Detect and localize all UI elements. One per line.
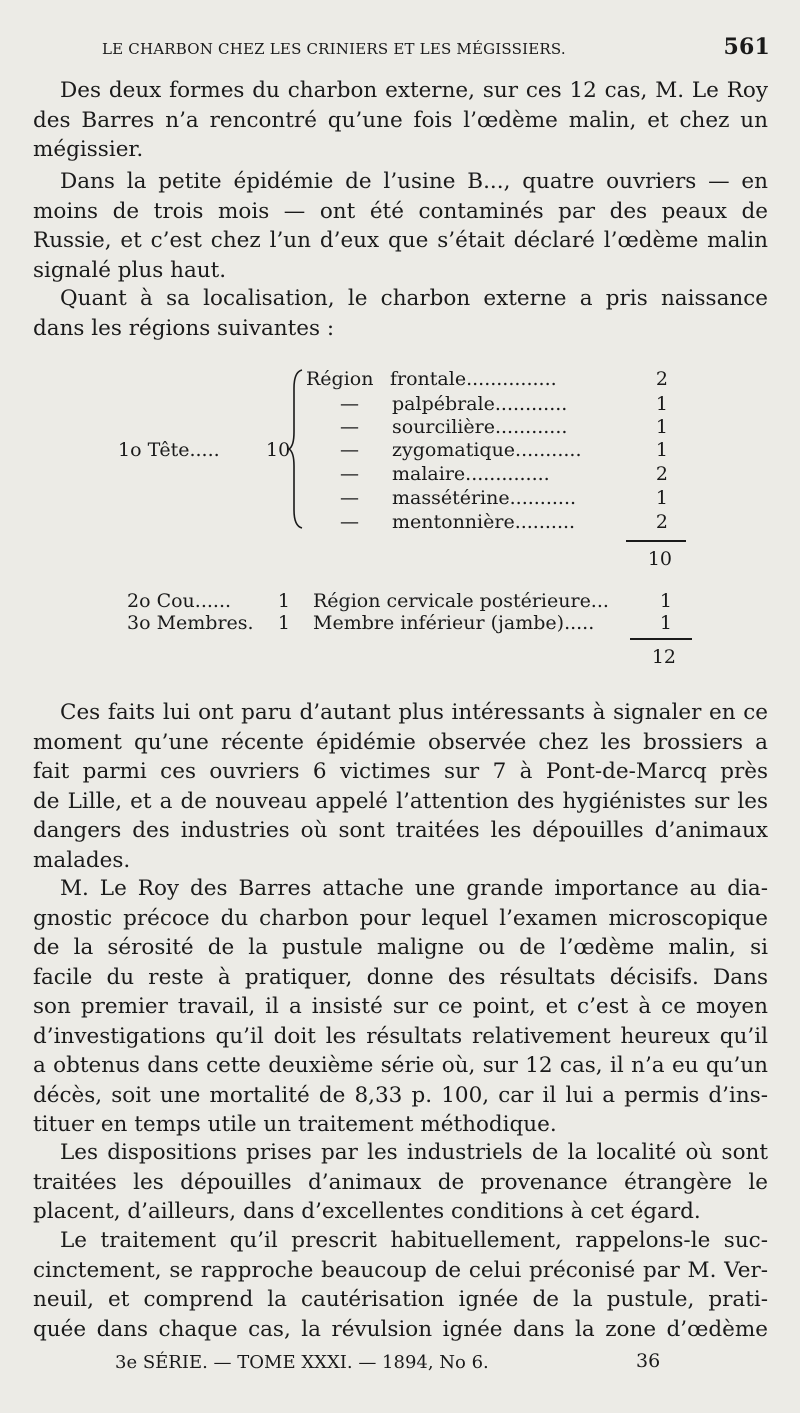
row-prefix: Région bbox=[306, 368, 374, 390]
row-value: 1 bbox=[655, 439, 668, 461]
text-line: dans les régions suivantes : bbox=[33, 315, 335, 341]
row-value: 2 bbox=[655, 463, 668, 485]
text-line: a obtenus dans cette deuxième série où, sur 12 cas, il n’a eu qu’un bbox=[33, 1053, 768, 1078]
row-region: frontale............... bbox=[390, 368, 557, 390]
signature-mark: 36 bbox=[636, 1350, 661, 1372]
row-value: 1 bbox=[655, 393, 668, 415]
text-line: moins de trois mois — ont été contaminés par des peaux de bbox=[33, 198, 768, 224]
head-count: 10 bbox=[266, 439, 291, 461]
head-label: 1o Tête..... bbox=[118, 439, 220, 461]
row-prefix: — bbox=[340, 393, 359, 415]
row-value: 1 bbox=[659, 590, 672, 612]
text-line: décès, soit une mortalité de 8,33 p. 100, car il lui a permis d’ins- bbox=[33, 1082, 768, 1108]
text-line: placent, d’ailleurs, dans d’excellentes conditions à cet égard. bbox=[33, 1199, 701, 1224]
row-label: 3o Membres. bbox=[127, 612, 254, 634]
text-line: traitées les dépouilles d’animaux de provenance étrangère le bbox=[33, 1169, 768, 1195]
row-value: 1 bbox=[655, 487, 668, 509]
row-label: 2o Cou...... bbox=[127, 590, 232, 612]
subtotal-rule bbox=[626, 540, 686, 542]
row-prefix: — bbox=[340, 463, 359, 485]
text-line: Le traitement qu’il prescrit habituellement, rappelons-le suc- bbox=[60, 1228, 768, 1253]
row-prefix: — bbox=[340, 487, 359, 509]
paragraph-4 bbox=[33, 698, 768, 875]
running-title: LE CHARBON CHEZ LES CRINIERS ET LES MÉGISSIERS. bbox=[102, 40, 566, 58]
text-line: malades. bbox=[33, 847, 131, 873]
text-line: M. Le Roy des Barres attache une grande importance au dia- bbox=[60, 876, 768, 901]
text-line: mégissier. bbox=[33, 137, 144, 162]
row-prefix: — bbox=[340, 439, 359, 461]
total-rule bbox=[630, 638, 692, 640]
text-line: Les dispositions prises par les industriels de la localité où sont bbox=[60, 1140, 768, 1165]
row-value: 2 bbox=[655, 368, 668, 390]
row-region: mentonnière.......... bbox=[392, 511, 576, 533]
text-line: facile du reste à pratiquer, donne des résultats décisifs. Dans bbox=[33, 964, 768, 990]
text-line: Quant à sa localisation, le charbon externe a pris naissance bbox=[60, 286, 768, 311]
page-number: 561 bbox=[723, 34, 770, 60]
row-count: 1 bbox=[277, 590, 290, 612]
head-total: 10 bbox=[647, 548, 672, 570]
row-region: Membre inférieur (jambe)..... bbox=[313, 612, 595, 634]
text-line: tituer en temps utile un traitement méthodique. bbox=[33, 1112, 557, 1137]
grand-total: 12 bbox=[651, 646, 676, 668]
row-region: zygomatique........... bbox=[392, 439, 582, 461]
row-prefix: — bbox=[340, 511, 359, 533]
row-prefix: — bbox=[340, 416, 359, 438]
page-footer bbox=[0, 1348, 800, 1378]
text-line: gnostic précoce du charbon pour lequel l’examen microscopique bbox=[33, 905, 768, 931]
row-region: massétérine........... bbox=[392, 487, 577, 509]
text-line: Russie, et c’est chez l’un d’eux que s’était déclaré l’œdème malin bbox=[33, 228, 768, 253]
text-line: de la sérosité de la pustule maligne ou de l’œdème malin, si bbox=[33, 935, 768, 960]
text-line: des Barres n’a rencontré qu’une fois l’œdème malin, et chez un bbox=[33, 107, 768, 133]
brace-icon bbox=[288, 368, 304, 530]
row-value: 1 bbox=[659, 612, 672, 634]
row-value: 1 bbox=[655, 416, 668, 438]
text-line: dangers des industries où sont traitées les dépouilles d’animaux bbox=[33, 818, 768, 843]
text-line: moment qu’une récente épidémie observée chez les brossiers a bbox=[33, 729, 768, 755]
row-region: Région cervicale postérieure... bbox=[313, 590, 609, 612]
text-line: Dans la petite épidémie de l’usine B..., quatre ouvriers — en bbox=[60, 169, 768, 194]
paragraph-6 bbox=[33, 1138, 768, 1227]
row-region: palpébrale............ bbox=[392, 393, 568, 415]
text-line: Des deux formes du charbon externe, sur ces 12 cas, M. Le Roy bbox=[60, 78, 768, 103]
text-line: quée dans chaque cas, la révulsion ignée dans la zone d’œdème bbox=[33, 1316, 768, 1342]
row-region: sourcilière............ bbox=[392, 416, 568, 438]
text-line: son premier travail, il a insisté sur ce point, et c’est à ce moyen bbox=[33, 994, 768, 1019]
paragraph-7 bbox=[33, 1226, 768, 1344]
text-line: Ces faits lui ont paru d’autant plus intéressants à signaler en ce bbox=[60, 700, 768, 725]
row-region: malaire.............. bbox=[392, 463, 550, 485]
text-line: neuil, et comprend la cautérisation ignée de la pustule, prati- bbox=[33, 1287, 768, 1312]
text-line: d’investigations qu’il doit les résultats relativement heureux qu’il bbox=[33, 1023, 768, 1049]
paragraph-5 bbox=[33, 874, 768, 1140]
series-line: 3e SÉRIE. — TOME XXXI. — 1894, No 6. bbox=[115, 1352, 489, 1373]
row-count: 1 bbox=[277, 612, 290, 634]
row-value: 2 bbox=[655, 511, 668, 533]
text-line: fait parmi ces ouvriers 6 victimes sur 7 à Pont-de-Marcq près bbox=[33, 759, 768, 784]
text-line: cinctement, se rapproche beaucoup de celui préconisé par M. Ver- bbox=[33, 1257, 768, 1283]
text-line: de Lille, et a de nouveau appelé l’attention des hygiénistes sur les bbox=[33, 788, 768, 814]
localisation-table bbox=[0, 0, 800, 700]
text-line: signalé plus haut. bbox=[33, 257, 227, 283]
